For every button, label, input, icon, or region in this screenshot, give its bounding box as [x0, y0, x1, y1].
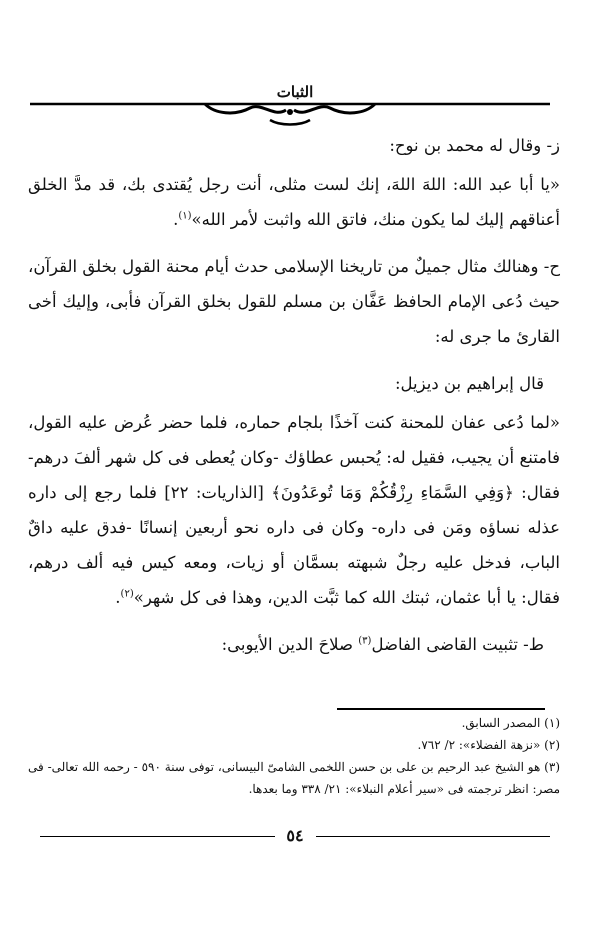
paragraph-h: ح- وهنالك مثال جميلٌ من تاريخنا الإسلامى حدث أيام محنة القول بخلق القرآن، حيث دُعى الإمام الحافظ عَفَّان بن مسلم للقول بخلق القرآن فأبى، وإليك أخى القارئ ما جرى له:	[28, 257, 560, 346]
body-text	[28, 128, 560, 674]
footnote-2: (٢) «نزهة الفضلاء»: ٢/ ٧٦٢.	[417, 738, 560, 752]
footnote-1: (١) المصدر السابق.	[461, 716, 560, 730]
paragraph-narrator: قال إبراهيم بن ديزيل:	[394, 374, 544, 393]
paragraph-t: ط- تثبيت القاضى الفاضل$^{(٣)}$ صلاحَ الدين الأيوبى:	[221, 635, 544, 654]
running-head: الثبات	[276, 83, 314, 101]
header-ornament	[30, 98, 550, 128]
page-number: ٥٤	[286, 826, 304, 845]
footnote-separator	[337, 708, 545, 710]
paragraph-z: ز- وقال له محمد بن نوح:	[389, 136, 560, 155]
footnote-ref-2[interactable]: (٢)	[120, 588, 134, 600]
bottom-rule-right	[316, 836, 550, 837]
paragraph-quote-1: «يا أبا عبد الله: اللهَ اللهَ، إنك لست مثلى، أنت رجل يُقتدى بك، قد مدَّ الخلق أعناقهم إليك لما يكون منك، فاتق الله واثبت لأمر الله»$^{(١)}$.	[28, 175, 560, 229]
paragraph-quote-2: «لما دُعى عفان للمحنة كنت آخذًا بلجام حماره، فلما حضر عُرض عليه القول، فامتنع أن يجيب، فقيل له: يُحبس عطاؤك -وكان يُعطى فى كل شهر ألفَ درهم- فقال: ﴿وَفِي السَّمَاءِ رِزْقُكُمْ وَمَا تُوعَدُونَ﴾ [الذاريات: ٢٢] فلما رجع إلى داره عذله نساؤه ومَن فى داره- وكان فى داره نحو أربعين إنسانًا -فدق عليه داقٌ الباب، فدخل عليه رجلٌ شبهته بسمَّان أو زيات، ومعه كيس فيه ألف درهم، فقال: يا أبا عثمان، ثبتك الله كما ثبَّت الدين، وهذا فى كل شهر»$^{(٢)}$.	[28, 413, 560, 607]
bottom-rule-left	[40, 836, 275, 837]
footnote-3: (٣) هو الشيخ عبد الرحيم بن على بن حسن اللخمى الشامىّ البيسانى، توفى سنة ٥٩٠ - رحمه الله تعالى- فى مصر: انظر ترجمته فى «سير أعلام النبلاء»: ٢١/ ٣٣٨ وما بعدها.	[28, 760, 561, 796]
footnote-ref-1[interactable]: (١)	[178, 210, 192, 222]
footnotes	[28, 712, 560, 800]
footnote-ref-3[interactable]: (٣)	[358, 635, 372, 647]
